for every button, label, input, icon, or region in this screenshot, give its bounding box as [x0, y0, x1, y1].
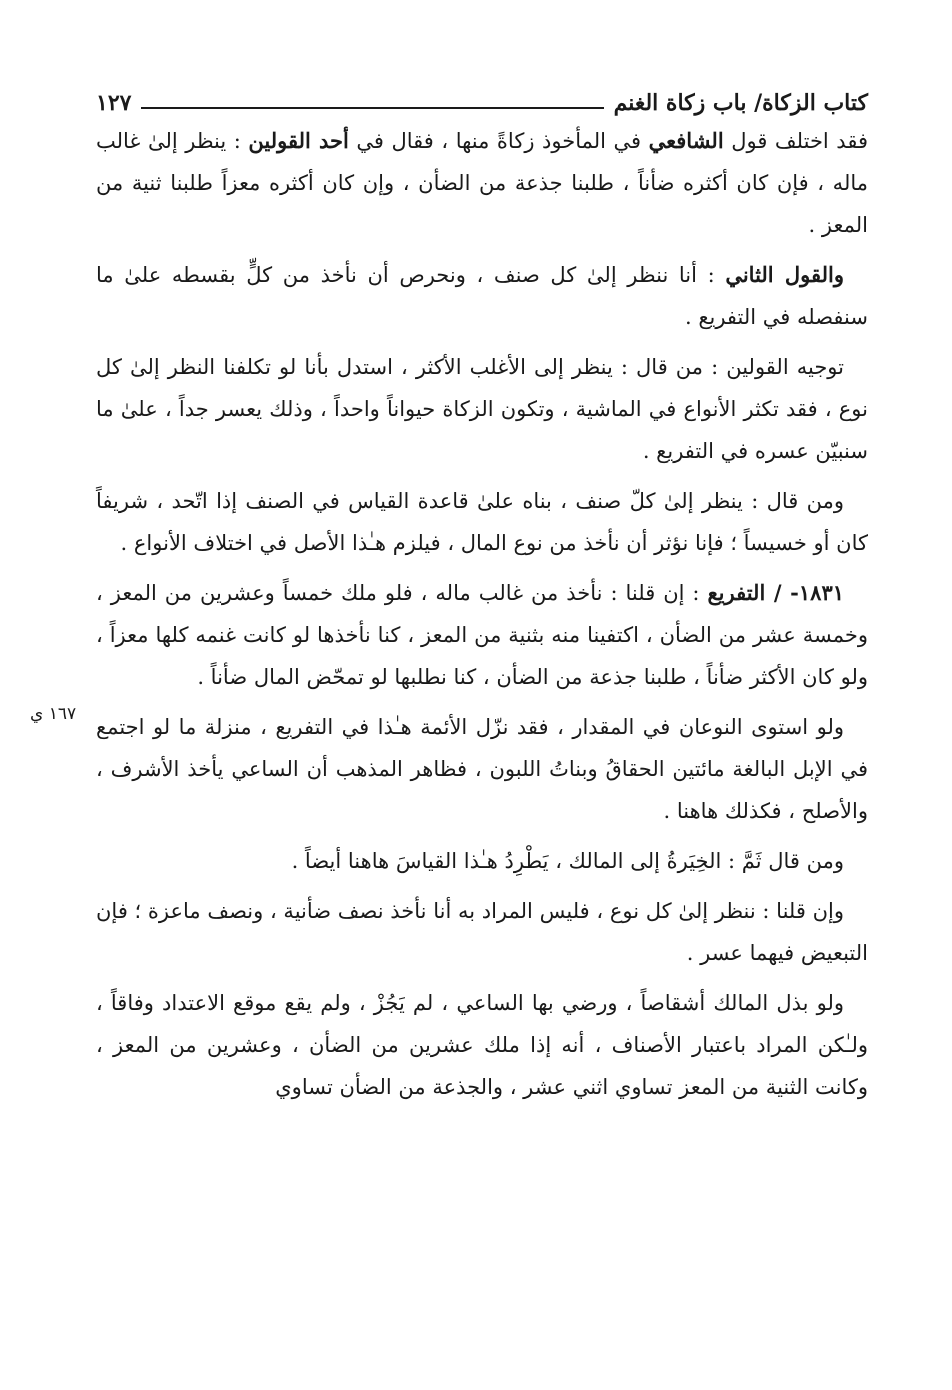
bold-span: أحد القولين	[248, 128, 349, 153]
bold-span: والقول الثاني	[725, 262, 845, 287]
paragraph-5	[96, 572, 868, 698]
paragraph-4: ومن قال : ينظر إلىٰ كلّ صنف ، بناه علىٰ قاعدة القياس في الصنف إذا اتّحد ، شريفاً كان أو خسيساً ؛ فإنا نؤثر أن نأخذ من نوع المال ، فيلزم هـٰذا الأصل في اختلاف الأنواع .	[96, 489, 868, 555]
text-span: فقد اختلف قول	[723, 129, 868, 153]
margin-note: ١٦٧ ي	[30, 704, 77, 724]
paragraph-9: ولو بذل المالك أشقاصاً ، ورضي بها الساعي ، لم يَجُزْ ، ولم يقع موقع الاعتداد وفاقاً ، ولـٰكن المراد باعتبار الأصناف ، أنه إذا ملك عشرين من الضأن ، وعشرين من المعز ، وكانت الثنية من المعز تساوي اثني عشر ، والجذعة من الضأن تساوي	[96, 991, 868, 1099]
text-span: في المأخوذ زكاةً منها ، فقال في	[348, 129, 649, 153]
header-rule	[141, 107, 603, 109]
paragraph-6: ولو استوى النوعان في المقدار ، فقد نزّل الأئمة هـٰذا في التفريع ، منزلة ما لو اجتمع في الإبل البالغة مائتين الحقاقُ وبناتُ اللبون ، فظاهر المذهب أن الساعي يأخذ الأشرف ، والأصلح ، فكذلك هاهنا .	[96, 715, 868, 823]
paragraph-7: ومن قال ثَمَّ : الخِيَرةُ إلى المالك ، يَطْرِدُ هـٰذا القياسَ هاهنا أيضاً .	[291, 849, 844, 873]
page-number: ١٢٧	[96, 90, 132, 116]
text-span: : إن قلنا : نأخذ من غالب ماله ، فلو ملك خمساً وعشرين من المعز ، وخمسة عشر من الضأن ، اكتفينا منه بثنية من المعز ، كنا نأخذها لو كانت غنمه كلها معزاً ، ولو كان الأكثر ضأناً ، طلبنا جذعة من الضأن ، كنا نطلبها لو تمحّض المال ضأناً .	[96, 581, 868, 689]
header-title: كتاب الزكاة/ باب زكاة الغنم	[613, 90, 868, 116]
paragraph-2	[96, 254, 868, 338]
paragraph-8: وإن قلنا : ننظر إلىٰ كل نوع ، فليس المراد به أنا نأخذ نصف ضأنية ، ونصف ماعزة ؛ فإن التبعيض فيهما عسر .	[96, 899, 868, 965]
paragraph-1	[96, 120, 868, 246]
section-number: ١٨٣١- / التفريع	[707, 580, 845, 605]
text-span: : أنا ننظر إلىٰ كل صنف ، ونحرص أن نأخذ من كلٍّ بقسطه علىٰ ما سنفصله في التفريع .	[96, 263, 868, 329]
running-header	[96, 72, 868, 116]
book-page	[96, 72, 868, 1116]
text-span: : ينظر إلىٰ غالب ماله ، فإن كان أكثره ضأناً ، طلبنا جذعة من الضأن ، وإن كان أكثره معزاً طلبنا ثنية من المعز .	[96, 129, 868, 237]
paragraph-3: توجيه القولين : من قال : ينظر إلى الأغلب الأكثر ، استدل بأنا لو تكلفنا النظر إلىٰ كل نوع ، فقد تكثر الأنواع في الماشية ، وتكون الزكاة حيواناً واحداً ، وذلك يعسر جداً ، علىٰ ما سنبيّن عسره في التفريع .	[96, 355, 868, 463]
bold-span: الشافعي	[648, 128, 724, 153]
